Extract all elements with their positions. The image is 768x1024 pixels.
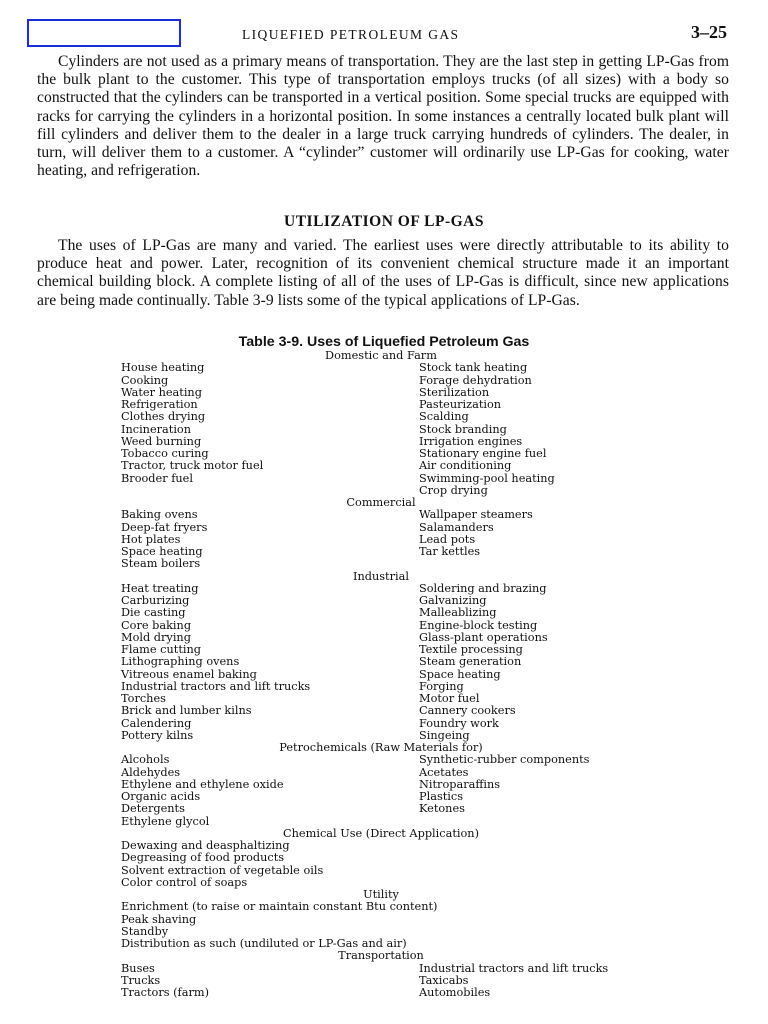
table-entry: Hot plates [121, 532, 181, 546]
table-entry: Plastics [419, 790, 464, 803]
table-entry: Stock tank heating [419, 361, 528, 375]
table-entry: Organic acids [121, 790, 201, 803]
table-entry: Tar kettles [419, 545, 481, 558]
category-entries [121, 583, 661, 742]
right-column [419, 840, 659, 889]
table-entry: Torches [121, 692, 166, 705]
category-heading: Chemical Use (Direct Application) [283, 826, 479, 840]
table-entry: Steam boilers [121, 557, 201, 571]
table-entry: Acetates [419, 765, 469, 779]
table-entry: Detergents [121, 802, 185, 816]
left-column [121, 900, 438, 950]
highlight-box [27, 19, 181, 47]
table-entry: Peak shaving [121, 912, 197, 926]
table-entry: Air conditioning [419, 459, 512, 473]
table-entry: Ethylene glycol [121, 814, 210, 828]
table-entry: Ethylene and ethylene oxide [121, 777, 284, 791]
table-entry: Aldehydes [121, 765, 181, 779]
table-entry: Tobacco curing [121, 447, 209, 460]
right-column [419, 754, 659, 828]
table-entry: House heating [121, 361, 205, 375]
table-entry: Standby [121, 924, 169, 938]
table-entry: Steam generation [419, 655, 522, 669]
table-entry: Carburizing [121, 594, 190, 607]
table-entry: Soldering and brazing [419, 581, 547, 595]
table-entry: Glass-plant operations [419, 630, 548, 644]
left-column [121, 583, 419, 742]
paragraph-cylinders: Cylinders are not used as a primary means of transportation. They are the last step in getting LP-Gas from the bulk plant to the customer. This type of transportation employs trucks (of all sizes) with a body so constructed that the cylinders can be transported in a vertical position. Some special trucks are equipped with racks for carrying the cylinders in a horizontal position. In some instances a centrally located bulk plant will fill cylinders and deliver them to the dealer in a large truck carrying hundreds of cylinders. The dealer, in turn, will deliver them to a customer. A “cylinder” customer will ordinarily use LP-Gas for cooking, water heating, and refrigeration. [37, 53, 729, 180]
left-column [121, 509, 419, 570]
right-column [419, 963, 659, 1000]
category-entries [121, 963, 661, 1000]
category-heading: Domestic and Farm [325, 349, 437, 362]
table-entry: Scalding [419, 410, 469, 424]
category-entries [121, 509, 661, 570]
table-entry: Core baking [121, 618, 192, 632]
table-entry: Salamanders [419, 520, 494, 534]
table-entry: Malleablizing [419, 606, 497, 620]
table-entry: Engine-block testing [419, 618, 538, 632]
table-entry: Cooking [121, 373, 169, 387]
right-column [419, 901, 659, 950]
category-entries [121, 901, 661, 950]
table-entry: Calendering [121, 716, 192, 730]
table-entry: Ketones [419, 802, 465, 816]
table-entry: Pottery kilns [121, 728, 194, 742]
table-entry: Synthetic-rubber components [419, 753, 590, 767]
right-column [419, 509, 659, 570]
table-entry: Foundry work [419, 716, 499, 730]
table-entry: Textile processing [419, 643, 523, 656]
category-entries [121, 840, 661, 889]
table-entry: Swimming-pool heating [419, 471, 555, 485]
table-entry: Flame cutting [121, 643, 201, 656]
table-entry: Industrial tractors and lift trucks [121, 679, 311, 693]
table-entry: Dewaxing and deasphaltizing [121, 839, 290, 852]
table-entry: Wallpaper steamers [419, 508, 533, 522]
left-column [121, 754, 419, 828]
table-entry: Automobiles [419, 986, 491, 999]
table-entry: Trucks [121, 973, 161, 987]
left-column [121, 840, 419, 889]
table-entry: Clothes drying [121, 410, 206, 424]
table-entry: Lead pots [419, 532, 476, 546]
table-entry: Brooder fuel [121, 471, 193, 485]
table-entry: Stock branding [419, 422, 507, 436]
table-entry: Die casting [121, 606, 186, 620]
table-entry: Buses [121, 961, 155, 975]
category-heading: Utility [363, 888, 399, 901]
table-entry: Motor fuel [419, 692, 480, 705]
category-heading: Petrochemicals (Raw Materials for) [279, 741, 483, 754]
table-entry: Tractors (farm) [121, 986, 209, 999]
category-entries [121, 362, 661, 497]
category-heading: Commercial [346, 496, 416, 509]
table-entry: Singeing [419, 728, 470, 742]
table-entry: Distribution as such (undiluted or LP-Gas and air) [121, 937, 407, 950]
table-entry: Tractor, truck motor fuel [121, 459, 264, 473]
table-entry: Brick and lumber kilns [121, 704, 252, 718]
table-entry: Color control of soaps [121, 875, 248, 889]
left-column [121, 362, 419, 497]
table-entry: Irrigation engines [419, 434, 523, 448]
running-head: LIQUEFIED PETROLEUM GAS [242, 27, 460, 42]
table-entry: Vitreous enamel baking [121, 667, 257, 681]
table-entry: Forage dehydration [419, 373, 532, 387]
uses-table [121, 350, 661, 999]
table-entry: Heat treating [121, 581, 199, 595]
table-entry: Incineration [121, 422, 192, 436]
category-entries [121, 754, 661, 828]
table-entry: Mold drying [121, 630, 191, 644]
table-entry: Taxicabs [419, 973, 469, 987]
table-entry: Crop drying [419, 483, 488, 497]
table-entry: Galvanizing [419, 594, 487, 607]
paragraph-utilization: The uses of LP-Gas are many and varied. The earliest uses were directly attributable to its ability to produce heat and power. Later, recognition of its convenient chemical structure made it an important chemical building block. A complete listing of all of the uses of LP-Gas is difficult, since new applications are being made continually. Table 3-9 lists some of the typical applications of LP-Gas. [37, 237, 729, 309]
category-heading: Transportation [338, 949, 424, 963]
table-entry: Space heating [121, 545, 203, 558]
table-entry: Industrial tractors and lift trucks [419, 961, 609, 975]
page-number: 3–25 [691, 22, 727, 42]
right-column [419, 362, 659, 497]
table-entry: Water heating [121, 385, 202, 399]
right-column [419, 583, 659, 742]
table-entry: Pasteurization [419, 398, 502, 411]
table-entry: Lithographing ovens [121, 655, 240, 669]
table-entry: Space heating [419, 667, 501, 681]
table-title: Table 3-9. Uses of Liquefied Petroleum Gas [238, 334, 530, 350]
table-entry: Refrigeration [121, 398, 198, 411]
table-entry: Alcohols [121, 753, 170, 767]
table-entry: Weed burning [121, 434, 202, 448]
table-entry: Stationary engine fuel [419, 447, 547, 460]
table-entry: Deep-fat fryers [121, 520, 208, 534]
table-entry: Degreasing of food products [121, 851, 285, 865]
table-entry: Baking ovens [121, 508, 198, 522]
table-entry: Enrichment (to raise or maintain constant Btu content) [121, 900, 438, 914]
table-entry: Solvent extraction of vegetable oils [121, 863, 324, 877]
table-entry: Cannery cookers [419, 704, 516, 718]
table-entry: Sterilization [419, 385, 490, 399]
left-column [121, 963, 419, 1000]
category-heading: Industrial [353, 569, 409, 583]
table-entry: Forging [419, 679, 464, 693]
table-entry: Nitroparaffins [419, 777, 501, 791]
section-heading: UTILIZATION OF LP-GAS [284, 213, 484, 230]
